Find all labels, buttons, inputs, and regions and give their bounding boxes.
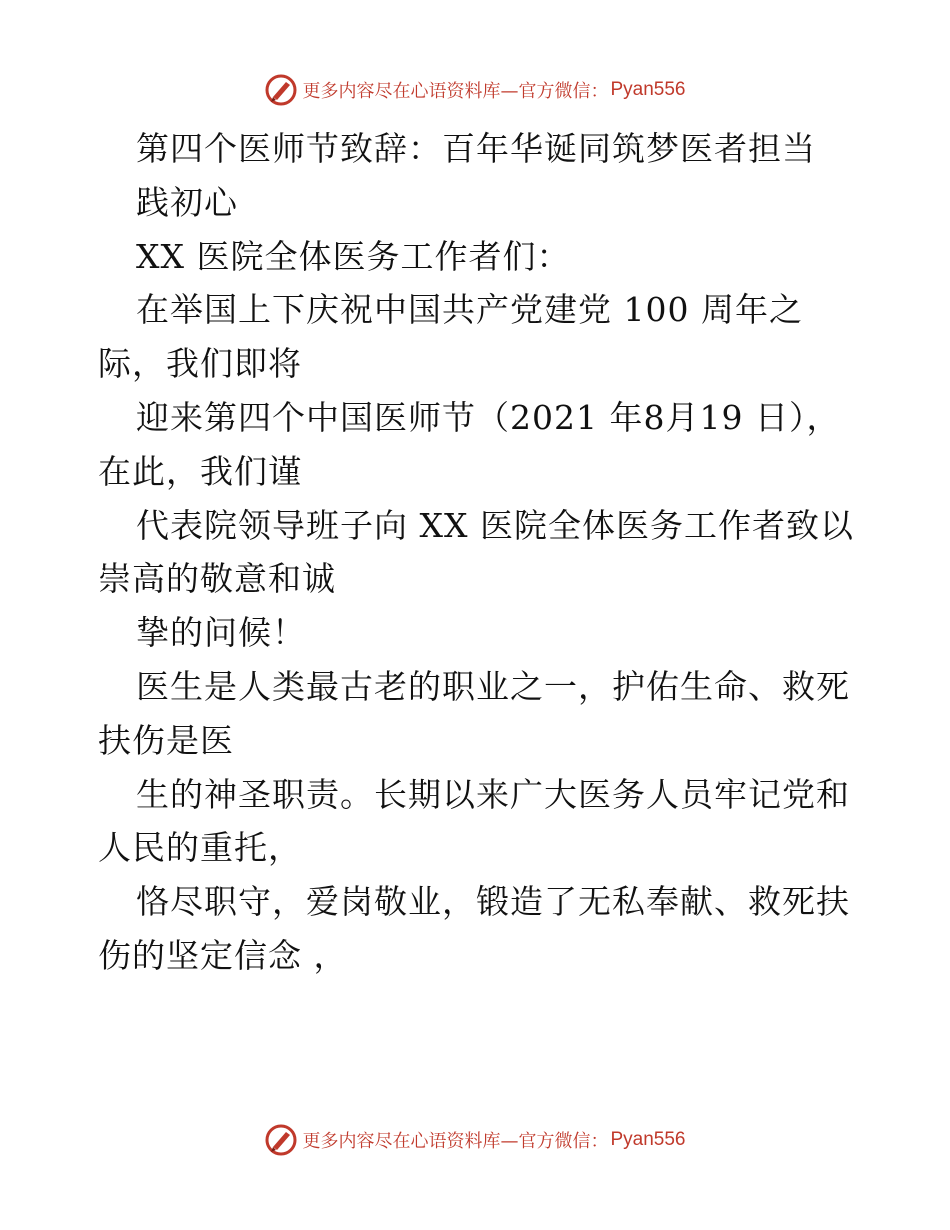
text-line: 医生是人类最古老的职业之一，护佑生命、救死	[136, 666, 850, 706]
text-line: 代表院领导班子向 XX 医院全体医务工作者致以	[136, 505, 854, 545]
text-line: 际，我们即将	[98, 344, 302, 384]
text-line: 挚的问候！	[136, 613, 306, 653]
pen-logo-icon	[264, 73, 298, 107]
footer-watermark	[0, 1120, 950, 1160]
watermark-wechat-id: Pyan556	[610, 1129, 686, 1150]
text-line: 在此，我们谨	[98, 451, 302, 491]
document-body	[98, 122, 858, 983]
text-line: 恪尽职守，爱岗敬业，锻造了无私奉献、救死扶	[136, 882, 850, 922]
text-line: 伤的坚定信念 ，	[98, 935, 348, 975]
text-line: 生的神圣职责。长期以来广大医务人员牢记党和	[136, 774, 850, 814]
title-line-1: 第四个医师节致辞：百年华诞同筑梦医者担当	[136, 129, 816, 168]
header-watermark	[0, 70, 950, 110]
watermark-text: 更多内容尽在心语资料库—官方微信：	[302, 81, 609, 102]
text-line: 人民的重托，	[98, 828, 302, 868]
salutation: XX 医院全体医务工作者们：	[136, 236, 571, 276]
pen-logo-icon	[264, 1123, 298, 1157]
text-line: 在举国上下庆祝中国共产党建党 100 周年之	[136, 290, 803, 330]
text-line: 迎来第四个中国医师节（2021 年8月19 日），	[136, 397, 841, 437]
text-line: 崇高的敬意和诚	[98, 559, 336, 599]
title-line-2: 践初心	[136, 182, 238, 222]
text-line: 扶伤是医	[98, 720, 234, 760]
watermark-wechat-id: Pyan556	[610, 79, 686, 100]
watermark-text: 更多内容尽在心语资料库—官方微信：	[302, 1131, 609, 1152]
